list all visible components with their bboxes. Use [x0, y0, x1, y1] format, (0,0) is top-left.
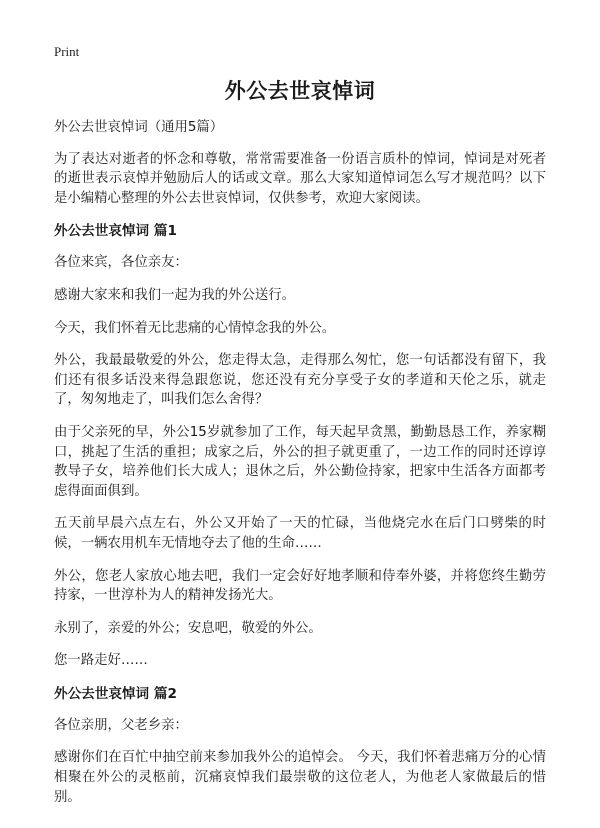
- body-paragraph: 您一路走好……: [54, 653, 148, 669]
- section-heading: 外公去世哀悼词 篇2: [54, 685, 177, 702]
- body-paragraph: 各位亲朋，父老乡亲：: [54, 717, 188, 733]
- section-2: [54, 684, 546, 807]
- section-1: [54, 221, 546, 671]
- body-paragraph: 感谢大家来和我们一起为我的外公送行。: [54, 287, 296, 303]
- intro-paragraph: 为了表达对逝者的怀念和尊敬，常常需要准备一份语言质朴的悼词，悼词是对死者的逝世表示哀悼并勉励后人的话或文章。那么大家知道悼词怎么写才规范吗？以下是小编精心整理的外公去世哀悼词，仅供参考，欢迎大家阅读。: [54, 151, 546, 206]
- body-paragraph: 外公，您老人家放心地去吧，我们一定会好好地孝顺和侍奉外婆，并将您终生勤劳持家，一世淳朴为人的精神发扬光大。: [54, 568, 546, 604]
- body-paragraph: 五天前早晨六点左右，外公又开始了一天的忙碌，当他烧完水在后门口劈柴的时候，一辆农用机车无情地夺去了他的生命……: [54, 516, 546, 551]
- print-link[interactable]: Print: [54, 44, 80, 59]
- body-paragraph: 外公，我最最敬爱的外公，您走得太急，走得那么匆忙，您一句话都没有留下，我们还有很多话没来得急跟您说，您还没有充分享受子女的孝道和天伦之乐，就走了，匆匆地走了，叫我们怎么舍得？: [54, 353, 546, 408]
- body-paragraph: 感谢你们在百忙中抽空前来参加我外公的追悼会。 今天，我们怀着悲痛万分的心情相聚在外公的灵柩前，沉痛哀悼我们最崇敬的这位老人，为他老人家做最后的惜别。: [54, 750, 546, 805]
- page-title: 外公去世哀悼词: [224, 79, 376, 103]
- section-heading: 外公去世哀悼词 篇1: [54, 223, 177, 240]
- body-paragraph: 各位来宾，各位亲友：: [54, 255, 188, 271]
- body-paragraph: 由于父亲死的早，外公15岁就参加了工作，每天起早贪黑，勤勤恳恳工作，养家糊口，挑起了生活的重担；成家之后，外公的担子就更重了，一边工作的同时还谆谆教导子女，培养他们长大成人；退休之后，外公勤俭持家，把家中生活各方面都考虑得面面俱到。: [54, 424, 546, 499]
- body-paragraph: 永别了，亲爱的外公；安息吧，敬爱的外公。: [54, 620, 322, 636]
- body-paragraph: 今天，我们怀着无比悲痛的心情悼念我的外公。: [54, 320, 336, 336]
- document-subtitle: 外公去世哀悼词（通用5篇）: [54, 120, 224, 135]
